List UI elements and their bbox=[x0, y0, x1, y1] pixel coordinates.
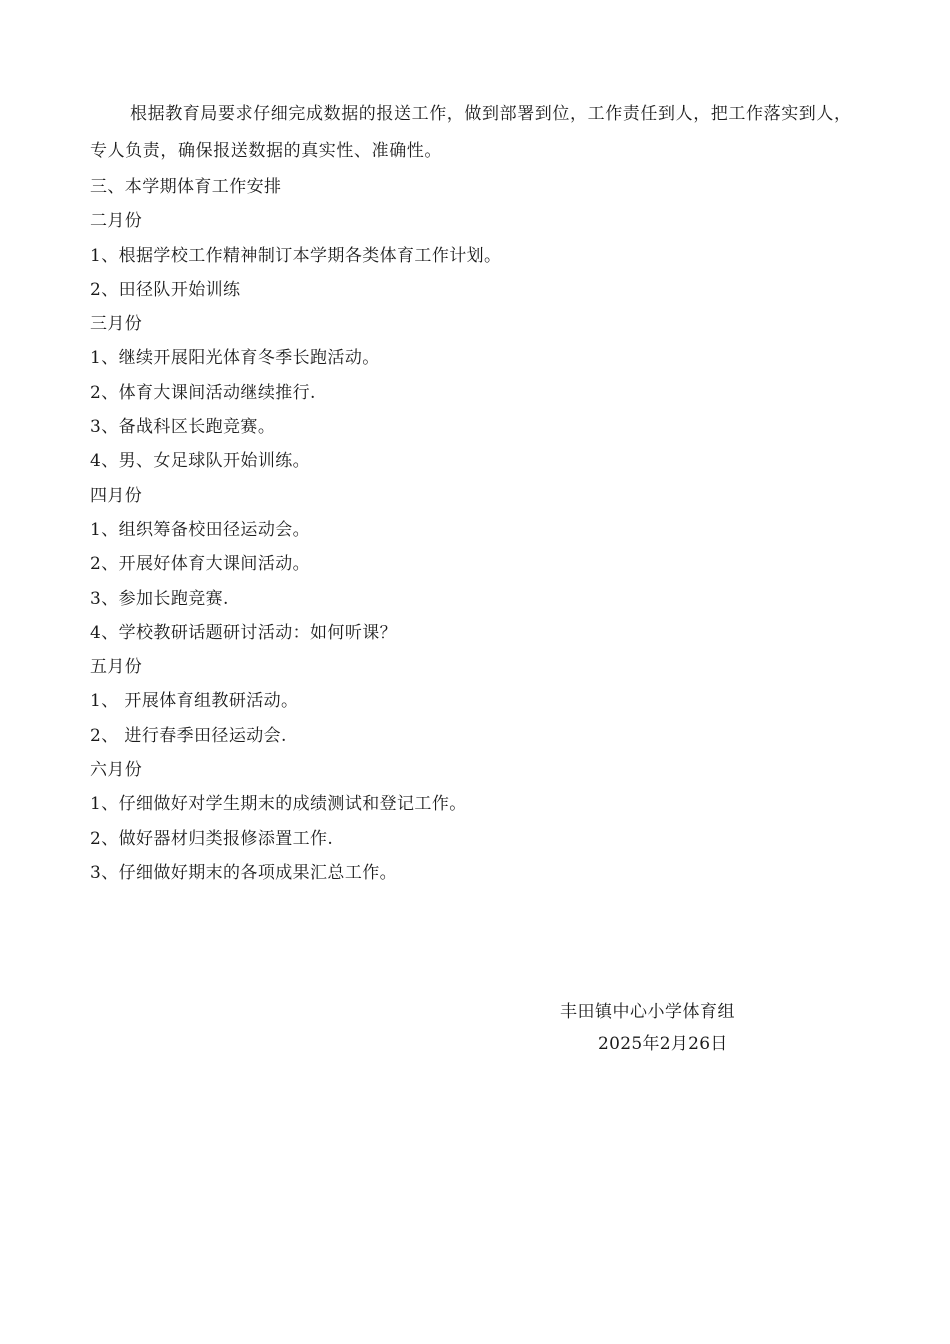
plan-item: 4、学校教研话题研讨活动：如何听课？ bbox=[90, 622, 398, 643]
plan-item: 1、组织筹备校田径运动会。 bbox=[90, 519, 311, 540]
plan-item: 1、 开展体育组教研活动。 bbox=[90, 691, 299, 712]
month-heading-april: 四月份 bbox=[90, 485, 143, 506]
signature-date: 2025年2月26日 bbox=[598, 1034, 728, 1054]
signature-block bbox=[560, 996, 780, 1060]
plan-list bbox=[90, 170, 860, 890]
plan-item: 1、根据学校工作精神制订本学期各类体育工作计划。 bbox=[90, 245, 502, 266]
plan-item: 3、参加长跑竞赛. bbox=[90, 588, 229, 609]
plan-item: 3、仔细做好期末的各项成果汇总工作。 bbox=[90, 862, 398, 883]
plan-item: 2、田径队开始训练 bbox=[90, 279, 241, 300]
plan-item: 2、开展好体育大课间活动。 bbox=[90, 554, 311, 575]
signature-organization: 丰田镇中心小学体育组 bbox=[560, 1002, 735, 1022]
month-heading-march: 三月份 bbox=[90, 314, 143, 335]
month-heading-june: 六月份 bbox=[90, 760, 143, 781]
document-body bbox=[90, 96, 860, 890]
plan-item: 4、男、女足球队开始训练。 bbox=[90, 451, 311, 472]
plan-item: 3、备战科区长跑竞赛。 bbox=[90, 417, 276, 438]
plan-item: 2、做好器材归类报修添置工作. bbox=[90, 828, 334, 849]
plan-item: 1、继续开展阳光体育冬季长跑活动。 bbox=[90, 348, 380, 369]
plan-item: 2、体育大课间活动继续推行. bbox=[90, 382, 316, 403]
month-heading-february: 二月份 bbox=[90, 211, 143, 232]
plan-item: 1、仔细做好对学生期末的成绩测试和登记工作。 bbox=[90, 794, 467, 815]
month-heading-may: 五月份 bbox=[90, 657, 143, 678]
intro-paragraph: 根据教育局要求仔细完成数据的报送工作，做到部署到位，工作责任到人，把工作落实到人，专人负责，确保报送数据的真实性、准确性。 bbox=[90, 104, 852, 161]
plan-item: 2、 进行春季田径运动会. bbox=[90, 725, 287, 746]
section-heading: 三、本学期体育工作安排 bbox=[90, 177, 282, 197]
